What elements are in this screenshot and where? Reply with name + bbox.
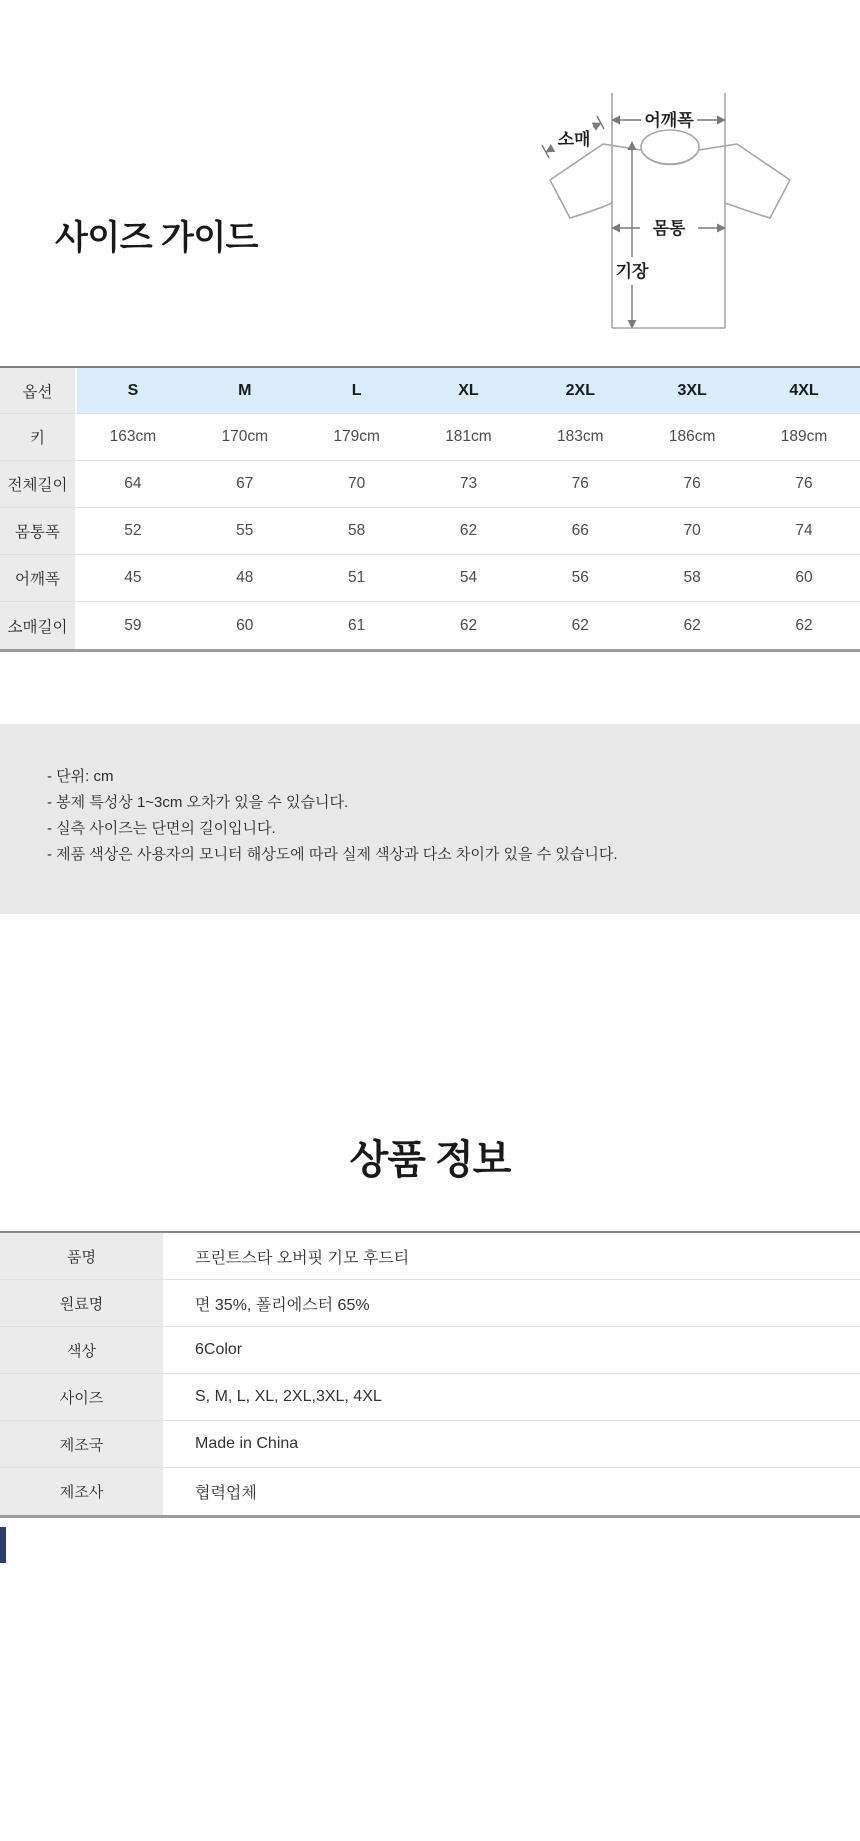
info-row-value: 협력업체 <box>195 1485 257 1502</box>
size-column-header-4xl: 4XL <box>748 368 860 414</box>
size-cell: 76 <box>636 461 748 508</box>
size-cell: 54 <box>413 555 525 602</box>
info-row-value: 면 35%, 폴리에스터 65% <box>165 1280 860 1327</box>
info-row-color <box>0 1327 860 1374</box>
diagram-label-body: 몸통 <box>652 219 686 238</box>
size-cell: 70 <box>301 461 413 508</box>
size-cell: 59 <box>77 602 189 649</box>
size-cell: 58 <box>636 555 748 602</box>
info-row-product-name <box>0 1233 860 1280</box>
size-row-label: 키 <box>0 414 77 461</box>
size-table-header-row <box>0 368 860 414</box>
size-cell: 70 <box>636 508 748 555</box>
info-row-label: 색상 <box>0 1327 165 1374</box>
info-row-label: 제조국 <box>0 1421 165 1468</box>
diagram-label-shoulder-width: 어깨폭 <box>644 111 694 130</box>
info-row-label: 사이즈 <box>0 1374 165 1421</box>
info-row-value: S, M, L, XL, 2XL,3XL, 4XL <box>165 1374 860 1421</box>
size-column-header-s: S <box>77 368 189 414</box>
info-row-label: 원료명 <box>0 1280 165 1327</box>
size-table <box>0 366 860 652</box>
size-cell: 66 <box>524 508 636 555</box>
size-cell: 64 <box>77 461 189 508</box>
info-row-value: 6Color <box>165 1327 860 1374</box>
size-cell: 45 <box>77 555 189 602</box>
note-line: - 봉제 특성상 1~3cm 오차가 있을 수 있습니다. <box>47 794 349 811</box>
size-column-header-xl: XL <box>413 368 525 414</box>
size-column-header-m: M <box>189 368 301 414</box>
note-line: - 제품 색상은 사용자의 모니터 해상도에 따라 실제 색상과 다소 차이가 있을 수 있습니다. <box>47 846 618 863</box>
size-row-label: 어깨폭 <box>0 555 77 602</box>
size-cell: 186cm <box>636 414 748 461</box>
info-row-material <box>0 1280 860 1327</box>
size-cell: 73 <box>413 461 525 508</box>
size-cell: 62 <box>413 602 525 649</box>
size-guide-notes <box>0 724 860 914</box>
size-row-label: 소매길이 <box>0 602 77 649</box>
size-cell: 74 <box>748 508 860 555</box>
diagram-label-length: 기장 <box>615 262 649 281</box>
size-table-row-sleeve-length <box>0 602 860 649</box>
size-cell: 61 <box>301 602 413 649</box>
bottom-accent-bar <box>0 1527 6 1563</box>
info-row-label: 제조사 <box>0 1468 165 1515</box>
info-row-value: Made in China <box>165 1421 860 1468</box>
size-cell: 51 <box>301 555 413 602</box>
size-cell: 48 <box>189 555 301 602</box>
size-table-row-total-length <box>0 461 860 508</box>
size-table-row-height <box>0 414 860 461</box>
size-cell: 62 <box>413 508 525 555</box>
size-column-header-2xl: 2XL <box>524 368 636 414</box>
size-cell: 62 <box>524 602 636 649</box>
size-column-header-l: L <box>301 368 413 414</box>
size-cell: 67 <box>189 461 301 508</box>
size-table-row-shoulder-width <box>0 555 860 602</box>
size-column-header-3xl: 3XL <box>636 368 748 414</box>
size-cell: 179cm <box>301 414 413 461</box>
size-cell: 60 <box>189 602 301 649</box>
info-row-size <box>0 1374 860 1421</box>
size-cell: 55 <box>189 508 301 555</box>
info-row-manufacturer <box>0 1468 860 1515</box>
info-row-label: 품명 <box>0 1233 165 1280</box>
size-cell: 52 <box>77 508 189 555</box>
info-row-origin <box>0 1421 860 1468</box>
size-cell: 76 <box>748 461 860 508</box>
size-cell: 62 <box>636 602 748 649</box>
size-cell: 58 <box>301 508 413 555</box>
size-cell: 183cm <box>524 414 636 461</box>
size-table-row-body-width <box>0 508 860 555</box>
size-cell: 170cm <box>189 414 301 461</box>
size-table-option-header: 옵션 <box>0 368 77 414</box>
size-guide-title: 사이즈 가이드 <box>55 219 259 257</box>
info-row-value: 프린트스타 오버핏 기모 후드티 <box>165 1233 860 1280</box>
size-cell: 76 <box>524 461 636 508</box>
size-cell: 56 <box>524 555 636 602</box>
note-line: - 실측 사이즈는 단면의 길이입니다. <box>47 820 276 837</box>
product-info-title: 상품 정보 <box>349 1138 511 1182</box>
size-cell: 62 <box>748 602 860 649</box>
size-cell: 163cm <box>77 414 189 461</box>
size-cell: 181cm <box>413 414 525 461</box>
size-row-label: 몸통폭 <box>0 508 77 555</box>
product-info-table <box>0 1231 860 1518</box>
note-line: - 단위: cm <box>47 768 114 785</box>
diagram-label-sleeve: 소매 <box>557 130 591 149</box>
tshirt-measurement-diagram <box>440 85 800 335</box>
size-cell: 60 <box>748 555 860 602</box>
size-cell: 189cm <box>748 414 860 461</box>
size-row-label: 전체길이 <box>0 461 77 508</box>
